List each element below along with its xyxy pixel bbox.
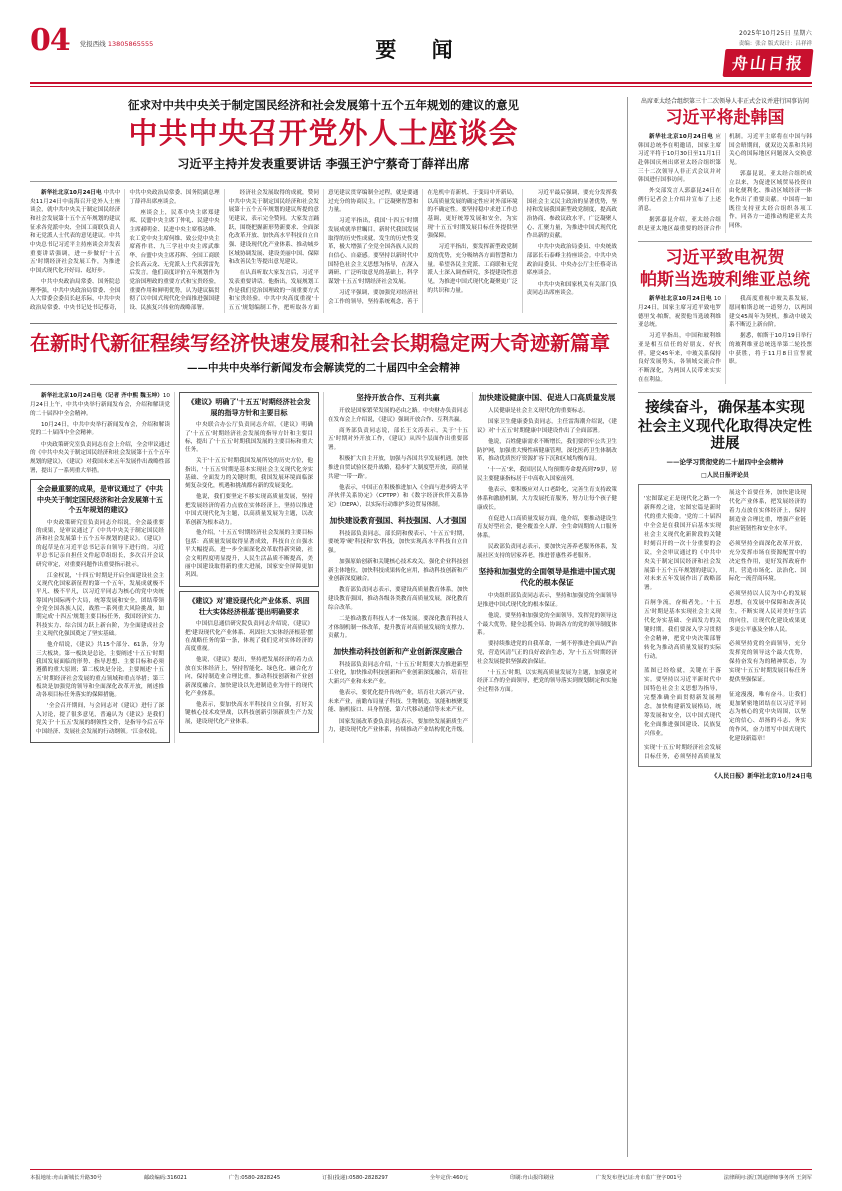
masthead-rule-thick bbox=[30, 82, 812, 84]
issue-date: 2025年10月25日 星期六 bbox=[739, 30, 812, 37]
hotline-number: 13805865555 bbox=[107, 40, 154, 48]
page-body bbox=[30, 97, 812, 1157]
secondary-section-title: 《建议》对'建设现代化产业体系、巩固壮大实体经济根基'提出明确要求 bbox=[188, 596, 310, 616]
right-article-paragraph: 必须坚持全面深化改革开放，充分发挥市场在资源配置中的决定性作用，更好发挥政府作用，营造市场化、法治化、国际化一流营商环境。 bbox=[729, 540, 806, 583]
right-article-subhead: ——论学习贯彻党的二十届四中全会精神 bbox=[666, 458, 784, 467]
right-article-body bbox=[638, 484, 812, 767]
right-article-headline: 接续奋斗，确保基本实现 bbox=[645, 399, 805, 417]
lead-paragraph: 中共中央和国家机关有关部门负责同志出席座谈会。 bbox=[526, 281, 617, 297]
right-article-paragraph: 蓝图已经绘就，关键在于落实。要坚持以习近平新时代中国特色社会主义思想为指导，完整准确全面贯彻新发展理念，加快构建新发展格局，统筹发展和安全，以中国式现代化全面推进强国建设、民族复兴伟业。 bbox=[644, 668, 721, 737]
lead-paragraph: 习近平指出，我国'十四五'时期发展成就举世瞩目，新时代我国发展取得的历史性成就、发生的历史性变革，极大增强了全党全国各族人民的自信心、自豪感。要坚持以新时代中国特色社会主义思想为指导，在深入调研、广泛听取意见的基础上，科学谋划'十五五'时期经济社会发展。 bbox=[327, 218, 419, 286]
secondary-section-box bbox=[179, 591, 319, 733]
footer-item: 本报地址:舟山新城长升路30号 bbox=[30, 1175, 103, 1181]
page-number: 04 bbox=[30, 23, 70, 58]
secondary-dateline-paragraph: 新华社北京10月24日电（记者 齐中熙 魏玉坤）10月24日上午，中共中央举行新闻发布会，介绍和解读党的二十届四中全会精神。 bbox=[30, 393, 170, 417]
lead-kicker: 征求对中共中央关于制定国民经济和社会发展第十五个五年规划的建议的意见 bbox=[128, 97, 519, 112]
right-article-body bbox=[638, 295, 812, 384]
secondary-paragraph: 要持续推进党的自我革命，一刻不停推进全面从严治党，营造风清气正的良好政治生态，为'十五五'时期经济社会发展提供坚强政治保证。 bbox=[477, 641, 617, 665]
secondary-section-title: 全会最重要的成果，是审议通过了《中共中央关于制定国民经济和社会发展第十五个五年规划的建议》 bbox=[37, 484, 163, 515]
right-article-paragraph: 必须坚持以人民为中心的发展思想，在发展中保障和改善民生，不断实现人民对美好生活的向往，让现代化建设成果更多更公平惠及全体人民。 bbox=[729, 591, 806, 633]
secondary-paragraph: 在促进人口高质量发展方面，他介绍，要推动建设生育友好型社会，健全覆盖全人群、全生命周期的人口服务体系。 bbox=[477, 515, 617, 540]
hotline-label: 党报西线 bbox=[79, 40, 106, 48]
secondary-article bbox=[30, 332, 617, 744]
secondary-body bbox=[30, 392, 617, 743]
secondary-paragraph: 他介绍，'十五五'时期经济社会发展的主要目标包括：高质量发展取得显著成效，科技自立自强水平大幅提高，进一步全面深化改革取得新突破，社会文明程度明显提升，人民生活品质不断提高，美丽中国建设取得新的重大进展，国家安全屏障更加巩固。 bbox=[185, 530, 313, 579]
secondary-paragraph: 积极扩大自主开放，加强与各国共享发展机遇。加快推进自贸试验区提升战略，稳步扩大制度型开放，高质量共建'一带一路'。 bbox=[328, 456, 468, 480]
right-article-paragraph: '宏图谋定正是现代化之路一个新辉煌之途，宏图宏篇是新时代的重大使命。'党的二十届四中全会是在我国开启基本实现社会主义现代化新阶段的关键时刻召开的一次十分重要的会议，全会审议通过的《中共中央关于制定国民经济和社会发展第十五个五年规划的建议》，对未来五年发展作出了战略部署。 bbox=[644, 496, 721, 592]
right-article-paragraph: 必须坚持党的全面领导，充分发挥党的领导这个最大优势，保持奋发有为的精神状态，为实现'十五五'时期发展目标任务提供坚强保证。 bbox=[729, 641, 806, 684]
secondary-paragraph: 科技部负责同志介绍，'十五五'时期要大力推进新型工业化，加快推动科技创新和产业创新深度融合，培育壮大新兴产业和未来产业。 bbox=[328, 661, 468, 685]
secondary-paragraph: 教育部负责同志表示，要建设高质量教育体系，加快建设教育强国，推动各级各类教育高质量发展，深化教育综合改革。 bbox=[328, 587, 468, 611]
right-article-paragraph: 新华社北京10月24日电 10月24日，国家主席习近平致电罗德里戈·帕斯，祝贺他当选玻利维亚总统。 bbox=[638, 296, 721, 329]
secondary-paragraph: 10月24日，中共中央举行新闻发布会，介绍和解读党的二十届四中全会精神。 bbox=[30, 421, 170, 437]
secondary-paragraph: 他表示，中国正在积极推进加入《全面与进步跨太平洋伙伴关系协定》（CPTPP）和《数字经济伙伴关系协定》（DEPA），以实际行动维护多边贸易体制。 bbox=[328, 484, 468, 509]
secondary-section-box bbox=[179, 392, 319, 587]
secondary-paragraph: 人民健康是社会主义现代化的重要标志。 bbox=[488, 408, 589, 415]
right-article-byline: 《人民日报》新华社北京10月24日电 bbox=[711, 773, 812, 781]
secondary-section-title: 坚持和加强党的全面领导是推进中国式现代化的根本保证 bbox=[478, 566, 616, 588]
section-title-wrap bbox=[30, 34, 812, 64]
secondary-paragraph: 加强原始创新和关键核心技术攻关，强化企业科技创新主体地位，加快科技成果转化应用，推动科技创新和产业创新深度融合。 bbox=[328, 558, 468, 583]
masthead bbox=[30, 23, 812, 80]
right-article bbox=[638, 249, 812, 384]
secondary-paragraph: 国家卫生健康委负责同志，主任雷海潮介绍说，《建议》对'十五五'时期健康中国建设作出了全面部署。 bbox=[477, 419, 617, 434]
secondary-paragraph: 他表示，要加快高水平科技自立自强，打好关键核心技术攻坚战，以科技创新引领新质生产力发展，建设现代化产业体系。 bbox=[185, 701, 313, 725]
right-article-divider bbox=[638, 241, 812, 242]
right-article-paragraph: 据郭嘉昆介绍，亚太经合组织是亚太地区最重要的经济合作机制。习近平主席将在中国与韩国会晤期间，就双边关系和共同关心的国际地区问题深入交换意见。 bbox=[638, 134, 812, 232]
right-article-kicker: 出席亚太经合组织第三十二次领导人非正式会议并进行国事访问 bbox=[640, 97, 809, 105]
lead-paragraph: 经济社会发展取得的成就，赞同中共中央关于制定国民经济和社会发展第十五个五年规划的建议所提的意见建议，表示完全赞同。大家发言踊跃，围绕把握新形势新要求、全面深化改革开放、加快高水平科技自立自强、建设现代化产业体系、推动城乡区域协调发展、建设美丽中国、保障和改善民生等提出意见建议。 bbox=[228, 189, 319, 266]
secondary-paragraph: 他介绍说，《建议》共15个部分、61条，分为三大板块。第一板块是总论，主要阐述'十五五'时期我国发展面临的形势、指导思想、主要目标和必须遵循的重大原则；第二板块是分论，主要阐述'十五五'时期经济社会发展的重点领域和重点举措；第三板块是加强党的领导和全面深化改革开放，阐述推动各项目标任务落实的保障措施。 bbox=[36, 642, 164, 699]
lead-subhead: 习近平主持并发表重要讲话 李强王沪宁蔡奇丁薛祥出席 bbox=[177, 156, 470, 171]
right-article-paragraph: 新华社北京10月24日电 应韩国总统李在明邀请，国家主席习近平将于10月30日至11月1日赴韩国庆州出席亚太经合组织第三十二次领导人非正式会议并对韩国进行国事访问。 bbox=[638, 134, 721, 184]
lead-paragraph: 中共中央政治局常委、国务院总理李强，中共中央政治局常委、全国人大常委会委员长赵乐际，中共中央政治局常委、中央书记处书记蔡奇，中共中央政治局常委、国务院副总理丁薛祥出席座谈会。 bbox=[30, 189, 220, 311]
lead-body bbox=[30, 189, 617, 313]
secondary-section-title: 加快建设教育强国、科技强国、人才强国 bbox=[329, 515, 467, 525]
secondary-paragraph: 他说，百姓健康需求不断增长，我们要织牢公共卫生防护网，加强重大慢性病健康管理，深化医药卫生体制改革，推动优质医疗资源扩容下沉和区域均衡布局。 bbox=[477, 438, 617, 463]
footer-item: 法律顾问:浙江凯通律师事务所 王剑军 bbox=[723, 1175, 812, 1181]
secondary-section-title: 《建议》明确了'十五五'时期经济社会发展的指导方针和主要目标 bbox=[187, 397, 311, 417]
secondary-paragraph: '十五五'时期，以实现高质量发展为主题，加强党对经济工作的全面领导，把党的领导落实到规划制定和实施全过程各方面。 bbox=[477, 669, 617, 694]
footer-item: 广发发布登记证:舟市监广登字001号 bbox=[595, 1175, 682, 1181]
footer-item: 订报(投递):0580-2828297 bbox=[321, 1175, 389, 1181]
section-title: 要 闻 bbox=[375, 37, 467, 62]
article-dateline: 新华社北京10月24日电 bbox=[649, 134, 714, 141]
left-columns bbox=[30, 97, 627, 1157]
article-dateline: 新华社北京10月24日电 bbox=[41, 189, 102, 196]
secondary-headline: 在新时代新征程续写经济快速发展和社会长期稳定两大奇迹新篇章 bbox=[30, 330, 610, 355]
lead-paragraph: 习近平最后强调，要充分发挥我国社会主义民主政治的显著优势，坚持和发展我国新型政党制度，提高政治协商、参政议政水平，广泛凝聚人心、汇聚力量，为推进中国式现代化作出新的贡献。 bbox=[526, 189, 617, 240]
secondary-paragraph: '十一五'来，我国居民人均预期寿命提高到79岁，居民主要健康指标居于中高收入国家前列。 bbox=[477, 467, 617, 483]
secondary-paragraph: 中央政策研究室负责同志在会上介绍，全会审议通过的《中共中央关于制定国民经济和社会发展第十五个五年规划的建议》，《建议》对我国未来五年发展作出战略性部署，提出了一系列重大举措。 bbox=[30, 441, 170, 474]
secondary-paragraph: 商务部负责同志说，部长王文涛表示，关于'十五五'时期对外开放工作，《建议》从四个层面作出重要部署。 bbox=[328, 427, 468, 452]
right-article-divider bbox=[638, 392, 812, 393]
secondary-section-box bbox=[30, 479, 170, 743]
secondary-paragraph: 中国信息通信研究院负责同志介绍说，《建议》把'建设现代化产业体系、巩固壮大实体经济根基'摆在战略任务的第一条，体现了我们党对实体经济的高度重视。 bbox=[185, 621, 313, 653]
right-article-paragraph: 外交部发言人郭嘉昆24日在例行记者会上介绍并宣布了上述消息。 bbox=[638, 188, 721, 212]
footer-item: 印刷:舟山报印刷业 bbox=[509, 1175, 555, 1181]
page-footer bbox=[30, 1169, 812, 1181]
secondary-paragraph: 他表示，要积极应对人口老龄化，完善生育支持政策体系和激励机制，大力发展托育服务，努力让每个孩子健康成长。 bbox=[477, 487, 617, 511]
right-article-paragraph: 我高度重视中玻关系发展，愿同帕斯总统一道努力，以两国建交45周年为契机，推动中玻关系不断迈上新台阶。 bbox=[729, 296, 812, 329]
right-article-paragraph: 郭嘉昆说，亚太经合组织成立以来，为促进区域贸易投资自由化便利化、推动区域经济一体化作出了重要贡献。中国将一如既往支持亚太经合组织各项工作，同各方一道推动构建亚太共同体。 bbox=[729, 171, 812, 230]
secondary-section-title: 坚持开放合作、互利共赢 bbox=[356, 393, 440, 403]
secondary-paragraph: 二是推动教育科技人才一体发展。要深化教育科技人才体制机制一体改革，提升教育对高质量发展的支撑力、贡献力。 bbox=[328, 615, 468, 640]
secondary-paragraph: 他说，我们要坚定不移实现高质量发展，坚持把发展经济的着力点放在实体经济上，坚持以推进中国式现代化为主题，以高质量发展为主题，以改革创新为根本动力。 bbox=[185, 494, 313, 526]
secondary-section-title: 加快推动科技创新和产业创新深度融合 bbox=[333, 646, 463, 656]
secondary-divider bbox=[30, 384, 617, 385]
right-article-byline-top: □人民日报评论员 bbox=[701, 472, 749, 480]
right-column bbox=[627, 97, 812, 1157]
right-article-paragraph: 实现'十五五'时期经济社会发展目标任务，必须坚持高质量发展这个首要任务，加快建设现代化产业体系，把发展经济的着力点放在实体经济上，保持制造业合理比重，增强产业链供应链韧性和安全水平。 bbox=[644, 490, 806, 761]
secondary-paragraph: 他说，要坚持和加强党的全面领导，发挥党的领导这个最大优势，健全总揽全局、协调各方的党的领导制度体系。 bbox=[477, 612, 617, 637]
secondary-paragraph: '全会召开期间，与会同志对《建议》进行了深入讨论，提了很多意见，普遍认为《建议》是我们党关于'十五五'发展的纲领性文件，是指导今后五年中国经济、发展社会发展的行动纲领。'江金权说。 bbox=[36, 703, 164, 735]
masthead-right bbox=[724, 28, 812, 77]
secondary-paragraph: 江金权说，'十四五'时期是开启全面建设社会主义现代化国家新征程的第一个五年，发展成就极不平凡、极不平凡，以习近平同志为核心的党中央统筹国内国际两个大局，统筹发展和安全，团结带领全党全国各族人民，战胜一系列重大风险挑战，如期完成'十四五'规划主要目标任务，我国经济实力、科技实力、综合国力跃上新台阶，为全面建成社会主义现代化强国奠定了坚实基础。 bbox=[36, 572, 164, 638]
secondary-paragraph: 中央政策研究室负责同志介绍说，全会最重要的成果，是审议通过了《中共中央关于制定国民经济和社会发展第十五个五年规划的建议》。《建议》的起草是在习近平总书记亲自领导下进行的。习近平总书记亲自担任文件起草组组长，多次召开会议研究审定，对重要问题作出重要指示批示。 bbox=[36, 519, 164, 568]
secondary-paragraph: 科技部负责同志，部长阴和俊表示，'十五五'时期，要统筹'硬'科技和'软'科技，加快实现高水平科技自立自强。 bbox=[328, 530, 468, 554]
secondary-paragraph: 开放是国家繁荣发展的必由之路。中央财办负责同志在发布会上介绍说，《建议》强调开放合作、互利共赢。 bbox=[328, 408, 468, 423]
secondary-paragraph: 他表示，要优化提升传统产业，培育壮大新兴产业、未来产业，前瞻布局量子科技、生物制造、氢能和核聚变能、脑机接口、具身智能、第六代移动通信等未来产业。 bbox=[328, 690, 468, 714]
page-credits: 责编：张合 版式设计：吕祥祥 bbox=[738, 41, 812, 47]
lead-paragraph: 中共中央政治局委员、中央统战部部长石泰峰主持座谈会。中共中央政治局委员、中央办公厅主任蔡奇出席座谈会。 bbox=[526, 244, 617, 277]
newspaper-logo: 舟山日报 bbox=[723, 49, 814, 77]
lead-article bbox=[30, 97, 617, 313]
lead-headline: 中共中央召开党外人士座谈会 bbox=[128, 115, 519, 150]
lead-paragraph: 在认真听取大家发言后，习近平发表重要讲话。他指出，发展规划工作是我们党治国理政的一项重要方式和宝贵经验。中共中央高度重视'十五五'规划编制工作，把听取各方面意见建议贯穿编制全过程，就是要通过充分的协商民主，广泛凝聚智慧和力量。 bbox=[228, 189, 419, 311]
masthead-rule-thin bbox=[30, 86, 812, 87]
secondary-paragraph: 中央组织部负责同志表示，坚持和加强党的全面领导是推进中国式现代化的根本保证。 bbox=[477, 593, 617, 608]
article-dateline: 新华社北京10月24日电 bbox=[649, 296, 712, 303]
lead-paragraph: 新华社北京10月24日电 中共中央11月24日中南海召开党外人士座谈会，就中共中央关于制定国民经济和社会发展第十五个五年规划的建议征求各党派中央、全国工商联负责人和无党派人士代表的意见建议。中共中央总书记习近平主持座谈会并发表重要讲话强调，进一步做好'十五五'时期经济社会发展工作，为推进中国式现代化开好局、起好步。 bbox=[30, 189, 121, 274]
footer-item: 邮政编码:316021 bbox=[143, 1175, 188, 1181]
lead-divider bbox=[30, 181, 617, 182]
secondary-paragraph: 关于'十五五'时期我国发展所处的历史方位，他指出，'十五五'时期是基本实现社会主义现代化夯实基础、全面发力的关键时期，我国发展环境面临深刻复杂变化，机遇和挑战都有新的发展变化。 bbox=[185, 458, 313, 490]
right-article bbox=[638, 400, 812, 780]
lead-paragraph: 座谈会上，民革中央主席郑建邦、民盟中央主席丁仲礼、民建中央主席郝明金、民进中央主席蔡达峰、农工党中央主席何维、致公党中央主席蒋作君、九三学社中央主席武维华、台盟中央主席苏辉、全国工商联会长高云龙、无党派人士代表郭雷先后发言。他们高度评价五年规划作为党治国理政的重要方式和宝贵经验，重要作用和鲜明优势，认为建议稿贯彻了以中国式现代化全面推进强国建设、民族复兴伟业的战略部署。 bbox=[129, 209, 220, 311]
right-article-paragraph: 百舸争流，奋楫者先。'十五五'时期是基本实现社会主义现代化夯实基础、全面发力的关键时期。我们要深入学习贯彻全会精神，把党中央决策部署转化为推动高质量发展的实际行动。 bbox=[644, 599, 721, 660]
right-article-headline: 习近平致电祝贺 bbox=[665, 248, 785, 269]
right-article-body bbox=[638, 133, 812, 233]
right-article bbox=[638, 97, 812, 234]
article-dateline: 新华社北京10月24日电（记者 齐中熙 魏玉坤） bbox=[41, 393, 163, 400]
footer-item: 广告:0580-2828245 bbox=[228, 1175, 281, 1181]
secondary-subhead: ——中共中央举行新闻发布会解读党的二十届四中全会精神 bbox=[187, 362, 460, 375]
lead-paragraph: 习近平指出，要发挥新型政党制度的优势，充分吸纳各方面智慧和力量。希望各民主党派、工商联和无党派人士深入调查研究，多提建设性意见，为推进中国式现代化凝聚更广泛的共识和力量。 bbox=[427, 244, 518, 294]
right-article-paragraph: 据悉，帕斯于10月19日举行的玻利维亚总统选举第二轮投票中获胜，将于11月8日宣誓就职。 bbox=[729, 333, 812, 366]
right-article-paragraph: 征途漫漫，唯有奋斗。让我们更加紧密地团结在以习近平同志为核心的党中央周围，以坚定的信心、昂扬的斗志、务实的作风，奋力谱写中国式现代化建设新篇章！ bbox=[729, 691, 806, 743]
right-article-headline-line2: 帕斯当选玻利维亚总统 bbox=[640, 269, 810, 290]
footer-item: 全年定价:460元 bbox=[429, 1175, 469, 1181]
secondary-section-title: 加快建设健康中国、促进人口高质量发展 bbox=[478, 393, 616, 403]
secondary-paragraph: 民政部负责同志表示，要加快完善养老服务体系，发展社区支持的居家养老，推进普惠性养老服务。 bbox=[477, 544, 617, 559]
article-separator bbox=[30, 323, 617, 324]
right-article-headline-line2: 社会主义现代化取得决定性进展 bbox=[638, 418, 812, 452]
secondary-paragraph: 国家发展改革委负责同志表示，要加快发展新质生产力，建设现代化产业体系，持续推动产业结构优化升级。 bbox=[328, 718, 468, 734]
right-article-paragraph: 习近平指出，中国和玻利维亚是相互信任的好朋友、好伙伴。建交45年来，中玻关系保持良好发展势头，各领域交流合作不断深化，为两国人民带来实实在在利益。 bbox=[638, 333, 721, 383]
right-article-headline: 习近平将赴韩国 bbox=[665, 107, 785, 128]
secondary-paragraph: 中央联合办公厅负责同志介绍，《建议》明确了'十五五'时期经济社会发展的指导方针和主要目标，提出了'十五五'时期我国发展的主要目标和重大任务。 bbox=[185, 422, 313, 454]
secondary-paragraph: 他说，《建议》提出，坚持把发展经济的着力点放在实体经济上，坚持智能化、绿色化、融合化方向，保持制造业合理比重，推动科技创新和产业创新深度融合，加快建设以先进制造业为骨干的现代化产业体系。 bbox=[185, 657, 313, 697]
lead-paragraph: 习近平强调，要加强党对经济社会工作的领导，坚持系统观念，善于在危机中育新机、于变局中开新局，以高质量发展的确定性应对外部环境的不确定性。要坚持稳中求进工作总基调，更好统筹发展和安全，为实现'十五五'时期发展目标任务提供坚强保障。 bbox=[327, 189, 518, 305]
